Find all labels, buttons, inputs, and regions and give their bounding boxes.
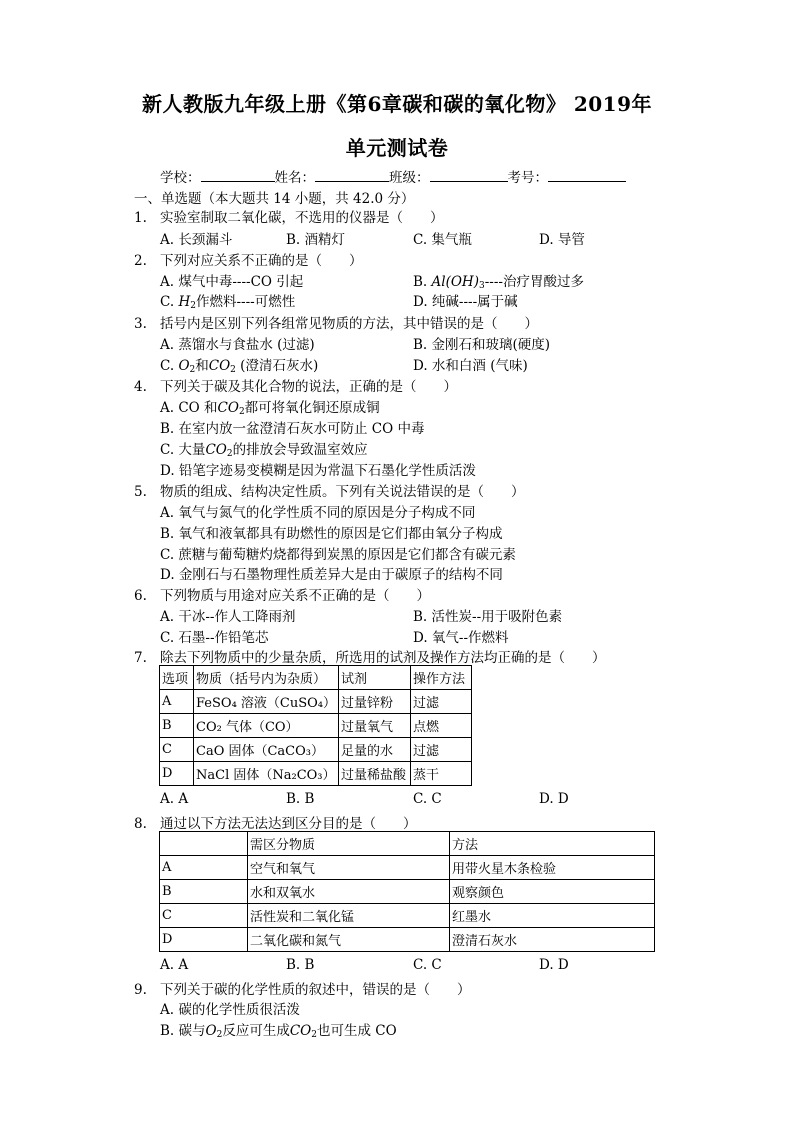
option-d: D. 金刚石与石墨物理性质差异大是由于碳原子的结构不同 [160,567,503,583]
option-b: B. 酒精灯 [286,232,346,248]
option-a: A. 氧气与氮气的化学性质不同的原因是分子构成不同 [160,505,476,521]
question-stem: 下列关于碳的化学性质的叙述中，错误的是（ ） [160,982,471,998]
exam-no-label: 考号： [507,170,548,186]
table-cell: 足量的水 [339,738,411,762]
table-row [160,880,655,904]
table-cell: 水和双氧水 [248,880,450,904]
option-b: B. B [286,791,315,807]
table-cell: 过量氧气 [339,714,411,738]
option-a: A. A [160,791,189,807]
option-a: A. 干冰--作人工降雨剂 [160,609,296,625]
option-a: A. A [160,957,189,973]
question-number: 9. [134,982,147,998]
table-header-row [160,666,472,690]
table-header-cell: 选项 [160,666,194,690]
option-b: B. 碳与$O_2$反应可生成$CO_2$也可生成 CO [160,1023,397,1040]
table-row [160,762,472,786]
question-stem: 括号内是区别下列各组常见物质的方法，其中错误的是（ ） [160,316,538,332]
table-cell: 过滤 [411,738,472,762]
table-cell: 过量稀盐酸 [339,762,411,786]
table-cell: NaCl 固体（Na₂CO₃） [194,762,339,786]
table-cell: FeSO₄ 溶液（CuSO₄） [194,690,339,714]
table-cell: C [160,904,248,928]
option-d: D. D [539,957,569,973]
option-b: B. $Al(OH)_3----$治疗胃酸过多 [413,274,584,291]
table-cell: 用带火星木条检验 [450,856,655,880]
question-8 [134,812,417,832]
table-cell: 活性炭和二氧化锰 [248,904,450,928]
option-c: C. 大量$CO_2$的排放会导致温室效应 [160,442,368,459]
question-1 [134,206,444,226]
table-header-cell: 方法 [450,832,655,856]
name-blank [315,169,389,182]
question-number: 5. [134,484,147,500]
option-c: C. $O_2$和$CO_2$ (澄清石灰水) [160,358,319,375]
table-row [160,714,472,738]
question-stem: 下列关于碳及其化合物的说法，正确的是（ ） [160,379,457,395]
section-heading: 一、单选题（本大题共 14 小题，共 42.0 分） [134,191,415,207]
table-cell: 蒸干 [411,762,472,786]
question-number: 3. [134,316,147,332]
name-label: 姓名： [274,170,315,186]
question-3 [134,312,538,332]
table-cell: 点燃 [411,714,472,738]
option-b: B. 在室内放一盆澄清石灰水可防止 CO 中毒 [160,421,425,437]
question-number: 7. [134,650,147,666]
question-stem: 下列物质与用途对应关系不正确的是（ ） [160,588,430,604]
option-a: A. CO 和$CO_2$都可将氧化铜还原成铜 [160,400,380,417]
option-d: D. 铅笔字迹易变模糊是因为常温下石墨化学性质活泼 [160,463,476,479]
option-d: D. 水和白酒 (气味) [413,358,528,374]
option-c: C. $H_2$作燃料----可燃性 [160,294,296,311]
option-b: B. 氧气和液氧都具有助燃性的原因是它们都由氧分子构成 [160,526,503,542]
table-cell: D [160,762,194,786]
table-cell: 观察颜色 [450,880,655,904]
page-title: 新人教版九年级上册《第6章碳和碳的氧化物》 2019年 [141,92,653,116]
option-c: C. 石墨--作铅笔芯 [160,630,269,646]
option-d: D. 氧气--作燃料 [413,630,509,646]
table-cell: 过滤 [411,690,472,714]
table-header-cell: 需区分物质 [248,832,450,856]
q7-table [159,665,472,786]
question-6 [134,584,430,604]
question-stem: 除去下列物质中的少量杂质，所选用的试剂及操作方法均正确的是（ ） [160,650,606,666]
question-stem: 通过以下方法无法达到区分目的是（ ） [160,816,417,832]
school-label: 学校： [160,170,201,186]
exam-no-blank [548,169,626,182]
table-cell: 澄清石灰水 [450,928,655,952]
question-4 [134,375,457,395]
question-2 [134,249,363,269]
school-blank [201,169,275,182]
option-c: C. 集气瓶 [413,232,472,248]
table-header-row [160,832,655,856]
q8-table [159,831,655,952]
table-row [160,904,655,928]
table-cell: CO₂ 气体（CO） [194,714,339,738]
question-number: 4. [134,379,147,395]
table-cell: B [160,714,194,738]
table-cell: A [160,690,194,714]
question-7 [134,646,606,666]
option-c: C. 蔗糖与葡萄糖灼烧都得到炭黑的原因是它们都含有碳元素 [160,547,516,563]
option-a: A. 煤气中毒----CO 引起 [160,274,304,290]
table-header-cell: 物质（括号内为杂质） [194,666,339,690]
table-cell: B [160,880,248,904]
question-number: 2. [134,253,147,269]
option-b: B. B [286,957,315,973]
table-cell: 二氧化碳和氮气 [248,928,450,952]
question-5 [134,480,525,500]
option-d: D. 导管 [539,232,585,248]
table-cell: 红墨水 [450,904,655,928]
class-label: 班级： [389,170,430,186]
table-cell: A [160,856,248,880]
question-stem: 下列对应关系不正确的是（ ） [160,253,363,269]
table-cell: D [160,928,248,952]
table-row [160,738,472,762]
question-stem: 物质的组成、结构决定性质。下列有关说法错误的是（ ） [160,484,525,500]
table-header-cell [160,832,248,856]
option-c: C. C [413,957,442,973]
option-a: A. 碳的化学性质很活泼 [160,1002,300,1018]
table-cell: CaO 固体（CaCO₃） [194,738,339,762]
option-a: A. 长颈漏斗 [160,232,233,248]
question-number: 1. [134,210,147,226]
option-a: A. 蒸馏水与食盐水 (过滤) [160,337,315,353]
question-number: 6. [134,588,147,604]
table-cell: 空气和氧气 [248,856,450,880]
question-number: 8. [134,816,147,832]
option-b: B. 活性炭--用于吸附色素 [413,609,563,625]
table-cell: 过量锌粉 [339,690,411,714]
table-header-cell: 操作方法 [411,666,472,690]
question-9 [134,978,471,998]
table-row [160,856,655,880]
option-b: B. 金刚石和玻璃(硬度) [413,337,551,353]
table-row [160,690,472,714]
page-subtitle: 单元测试卷 [345,136,449,160]
option-c: C. C [413,791,442,807]
option-d: D. 纯碱----属于碱 [413,294,518,310]
table-cell: C [160,738,194,762]
student-info-line [160,166,626,186]
table-row [160,928,655,952]
question-stem: 实验室制取二氧化碳，不选用的仪器是（ ） [160,210,444,226]
option-d: D. D [539,791,569,807]
table-header-cell: 试剂 [339,666,411,690]
class-blank [430,169,508,182]
